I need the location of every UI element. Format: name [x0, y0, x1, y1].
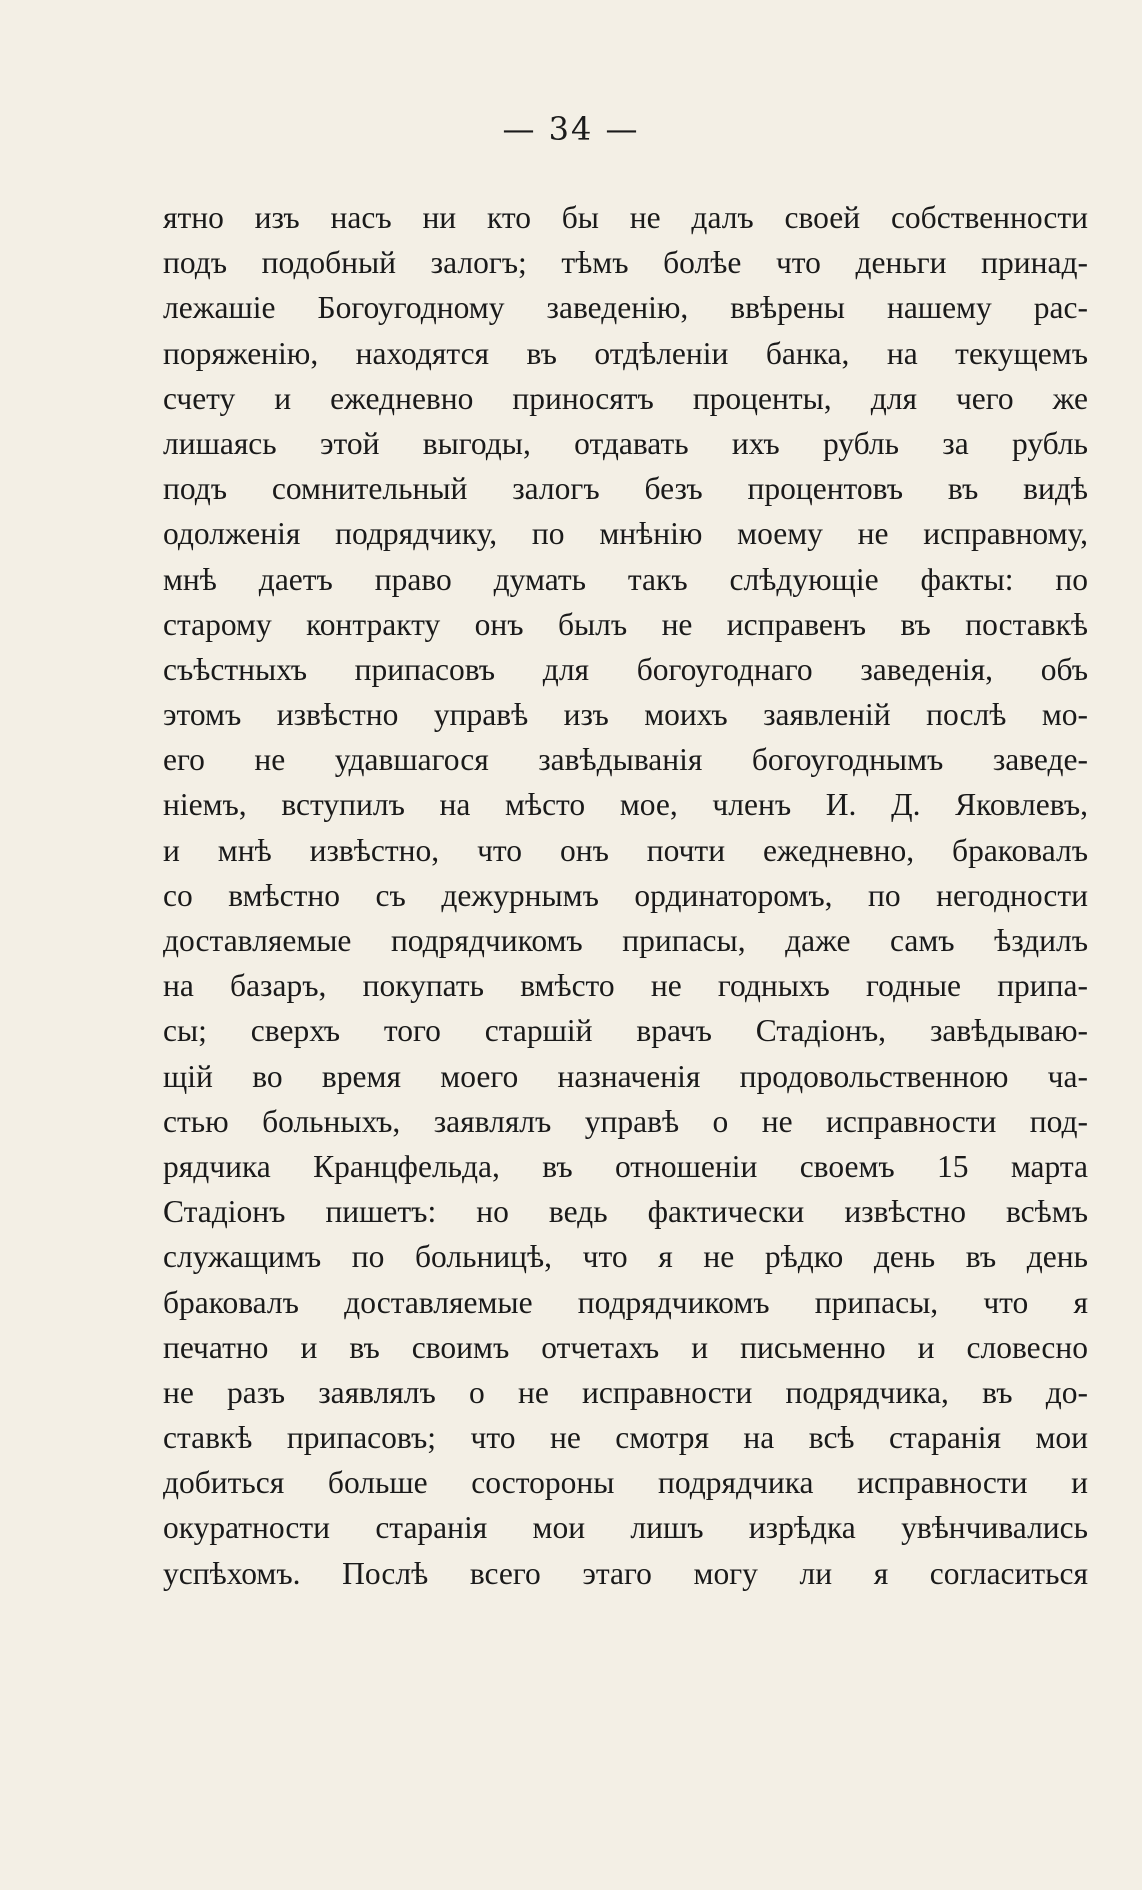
text-line: поряженію, находятся въ отдѣленіи банка, на текущемъ: [163, 335, 1088, 371]
text-line: служащимъ по больницѣ, что я не рѣдко день въ день: [163, 1239, 1088, 1275]
text-line: рядчика Кранцфельда, въ отношеніи своемъ 15 марта: [163, 1148, 1088, 1184]
text-line: подъ подобный залогъ; тѣмъ болѣе что деньги принад-: [163, 245, 1088, 281]
text-line: этомъ извѣстно управѣ изъ моихъ заявленій послѣ мо-: [163, 697, 1088, 733]
text-line: добиться больше состороны подрядчика исправности и: [163, 1465, 1088, 1501]
text-line: мнѣ даетъ право думать такъ слѣдующіе факты: по: [163, 561, 1088, 597]
text-line: щій во время моего назначенія продовольственною ча-: [163, 1058, 1088, 1094]
text-line: лежашіе Богоугодному заведенію, ввѣрены нашему рас-: [163, 290, 1088, 326]
text-line: и мнѣ извѣстно, что онъ почти ежедневно, браковалъ: [163, 832, 1088, 868]
text-line: браковалъ доставляемые подрядчикомъ припасы, что я: [163, 1284, 1088, 1320]
text-line: съѣстныхъ припасовъ для богоугоднаго заведенія, объ: [163, 651, 1088, 687]
text-line: стью больныхъ, заявлялъ управѣ о не исправности под-: [163, 1103, 1088, 1139]
text-line: печатно и въ своимъ отчетахъ и письменно и словесно: [163, 1329, 1088, 1365]
text-line: старому контракту онъ былъ не исправенъ въ поставкѣ: [163, 606, 1088, 642]
text-line: на базаръ, покупать вмѣсто не годныхъ годные припа-: [163, 968, 1088, 1004]
text-line: счету и ежедневно приносятъ проценты, для чего же: [163, 380, 1088, 416]
text-line: ятно изъ насъ ни кто бы не далъ своей собственности: [163, 200, 1088, 235]
text-line: ніемъ, вступилъ на мѣсто мое, членъ И. Д. Яковлевъ,: [163, 787, 1088, 823]
text-line: со вмѣстно съ дежурнымъ ординаторомъ, по негодности: [163, 877, 1088, 913]
text-line: подъ сомнительный залогъ безъ процентовъ въ видѣ: [163, 471, 1088, 507]
text-line: лишаясь этой выгоды, отдавать ихъ рубль за рубль: [163, 425, 1088, 461]
text-line: успѣхомъ. Послѣ всего этаго могу ли я согласиться: [163, 1555, 1088, 1591]
text-line: Стадіонъ пишетъ: но ведь фактически извѣстно всѣмъ: [163, 1194, 1088, 1230]
text-line: его не удавшагося завѣдыванія богоугоднымъ заведе-: [163, 742, 1088, 778]
page-number: — 34 —: [502, 110, 640, 148]
body-text: [163, 195, 1088, 1596]
text-line: не разъ заявлялъ о не исправности подрядчика, въ до-: [163, 1374, 1088, 1410]
text-line: окуратности старанія мои лишъ изрѣдка увѣнчивались: [163, 1510, 1088, 1546]
text-line: доставляемые подрядчикомъ припасы, даже самъ ѣздилъ: [163, 923, 1088, 958]
text-line: одолженія подрядчику, по мнѣнію моему не исправному,: [163, 516, 1088, 552]
text-line: ставкѣ припасовъ; что не смотря на всѣ старанія мои: [163, 1420, 1088, 1456]
text-line: сы; сверхъ того старшій врачъ Стадіонъ, завѣдываю-: [163, 1013, 1088, 1049]
